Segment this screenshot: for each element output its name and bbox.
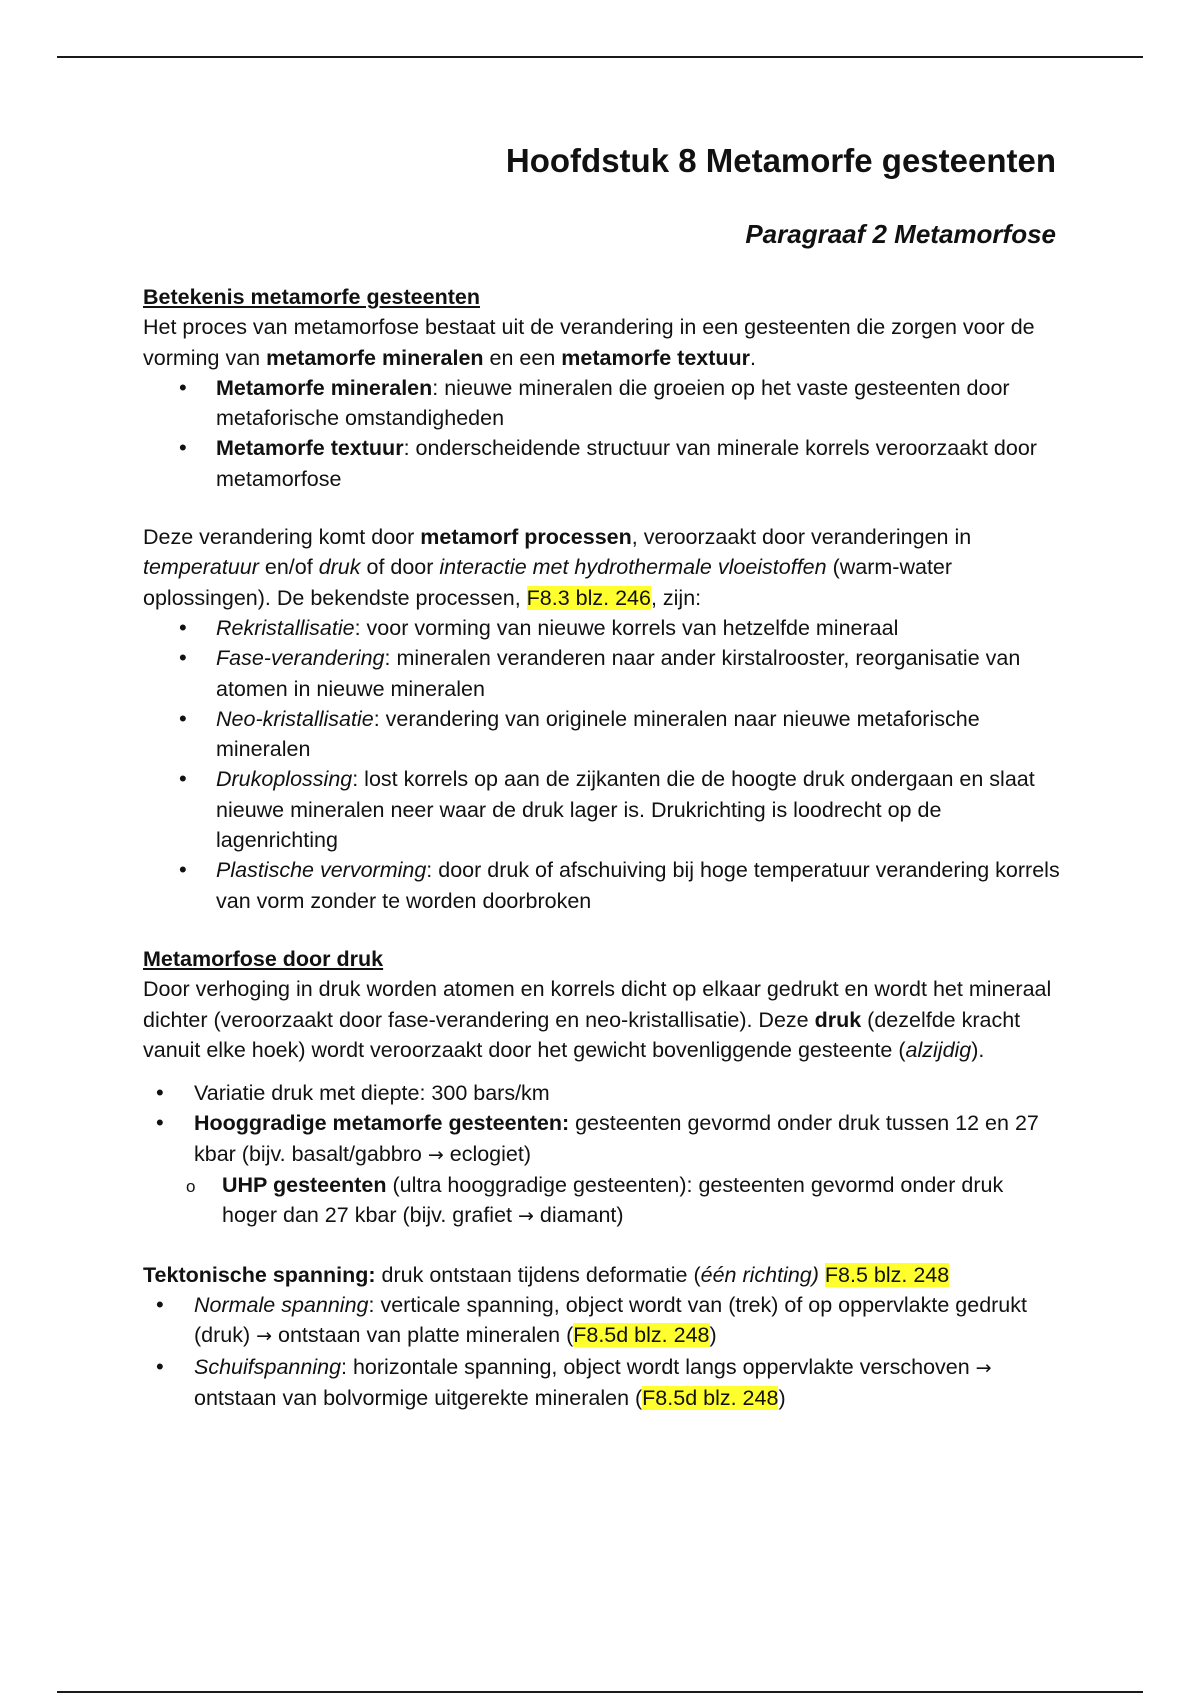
text: en/of bbox=[258, 555, 319, 580]
list-term: Fase-verandering bbox=[216, 646, 385, 671]
list-text: : verticale spanning, object wordt van (trek) of op oppervlakte gedrukt (druk) bbox=[194, 1292, 1027, 1348]
section3-paragraph bbox=[143, 974, 1063, 1065]
text: en een bbox=[483, 345, 562, 370]
text: of door bbox=[360, 555, 440, 580]
list-text: ) bbox=[709, 1323, 717, 1348]
list-term: Metamorfe mineralen bbox=[216, 375, 433, 400]
list-text: diamant) bbox=[533, 1203, 624, 1228]
bold-term: metamorf processen bbox=[420, 525, 632, 550]
stress-list bbox=[143, 1290, 1063, 1413]
list-term: Hooggradige metamorfe gesteenten: bbox=[194, 1111, 570, 1136]
italic-term: druk bbox=[318, 555, 361, 580]
list-text: gesteenten gevormd onder druk tussen 12 en 27 kbar (bijv. basalt/gabbro bbox=[194, 1111, 1039, 1166]
spacer bbox=[143, 1232, 1063, 1260]
sub-list bbox=[143, 1170, 1063, 1232]
list-term: Drukoplossing bbox=[216, 767, 353, 792]
text: , zijn: bbox=[650, 585, 702, 610]
list-text: (ultra hooggradige gesteenten): gesteenten gevormd onder druk hoger dan 27 kbar (bijv. grafiet bbox=[222, 1173, 1004, 1228]
arrow-icon: → bbox=[256, 1325, 273, 1348]
text: . bbox=[750, 345, 757, 370]
italic-term: één richting) bbox=[700, 1262, 819, 1287]
bold-term: metamorfe textuur bbox=[561, 345, 751, 370]
list-item bbox=[143, 1290, 1063, 1352]
text: (warm-water oplossingen). De bekendste processen, bbox=[143, 555, 953, 610]
list-text: : mineralen veranderen naar ander kirstalrooster, reorganisatie van atomen in nieuwe mineralen bbox=[216, 646, 1021, 701]
list-text: ontstaan van bolvormige uitgerekte mineralen ( bbox=[194, 1385, 643, 1410]
highlighted-reference: F8.5 blz. 248 bbox=[824, 1262, 950, 1287]
list-text: : nieuwe mineralen die groeien op het vaste gesteenten door metaforische omstandigheden bbox=[216, 375, 1010, 431]
footer-rule bbox=[57, 1691, 1143, 1693]
header-rule bbox=[57, 56, 1143, 58]
list-text: : verandering van originele mineralen naar nieuwe metaforische mineralen bbox=[216, 706, 980, 762]
text: , veroorzaakt door veranderingen in bbox=[631, 525, 972, 550]
list-term: Rekristallisatie bbox=[216, 615, 355, 640]
arrow-icon: → bbox=[427, 1143, 444, 1166]
list-text: eclogiet) bbox=[443, 1141, 532, 1166]
bold-term: Tektonische spanning: bbox=[143, 1262, 376, 1287]
page-title: Hoofdstuk 8 Metamorfe gesteenten bbox=[505, 142, 1056, 179]
spacer bbox=[143, 916, 1063, 944]
list-item bbox=[143, 643, 1063, 704]
text: Deze verandering komt door bbox=[143, 525, 421, 550]
section2-paragraph bbox=[143, 522, 1063, 613]
list-text: : onderscheidende structuur van minerale korrels veroorzaakt door metamorfose bbox=[216, 436, 1037, 491]
list-item bbox=[143, 764, 1063, 855]
list-text: : door druk of afschuiving bij hoge temperatuur verandering korrels van vorm zonder te worden doorbroken bbox=[216, 858, 1060, 913]
list-text: Variatie druk met diepte: 300 bars/km bbox=[194, 1081, 550, 1106]
highlighted-reference: F8.5d blz. 248 bbox=[573, 1323, 710, 1348]
process-list bbox=[143, 613, 1063, 916]
document-body bbox=[143, 282, 1063, 1413]
sub-list-item bbox=[143, 1170, 1063, 1232]
arrow-icon: → bbox=[975, 1356, 992, 1379]
highlighted-reference: F8.3 blz. 246 bbox=[526, 585, 651, 610]
list-term: Normale spanning bbox=[194, 1292, 369, 1317]
italic-term: alzijdig bbox=[905, 1037, 972, 1062]
section-heading-druk: Metamorfose door druk bbox=[143, 946, 384, 971]
list-text: : voor vorming van nieuwe korrels van hetzelfde mineraal bbox=[354, 615, 899, 640]
spacer bbox=[143, 494, 1063, 522]
highlighted-reference: F8.5d blz. 248 bbox=[642, 1385, 779, 1410]
list-text: ) bbox=[778, 1385, 786, 1410]
italic-term: temperatuur bbox=[143, 555, 259, 580]
list-term: Neo-kristallisatie bbox=[216, 706, 374, 731]
section1-list bbox=[143, 373, 1063, 494]
text: Door verhoging in druk worden atomen en korrels dicht op elkaar gedrukt en wordt het mineraal dichter (veroorzaakt door fase-verandering en neo-kristallisatie). Deze bbox=[143, 977, 1052, 1032]
list-item bbox=[143, 855, 1063, 916]
section1-intro bbox=[143, 312, 1063, 373]
list-term: Metamorfe textuur bbox=[216, 436, 404, 461]
spacer bbox=[143, 1065, 1063, 1078]
text: Het proces van metamorfose bestaat uit de verandering in een gesteenten die zorgen voor de vorming van bbox=[143, 315, 1035, 370]
list-item bbox=[143, 373, 1063, 434]
italic-term: interactie met hydrothermale vloeistoffen bbox=[439, 555, 827, 580]
list-item bbox=[143, 1352, 1063, 1414]
list-text: : horizontale spanning, object wordt langs oppervlakte verschoven bbox=[341, 1354, 976, 1379]
list-term: Plastische vervorming bbox=[216, 858, 427, 883]
text: ). bbox=[971, 1037, 985, 1062]
page-subtitle: Paragraaf 2 Metamorfose bbox=[745, 219, 1056, 249]
list-item bbox=[143, 1108, 1063, 1231]
list-item bbox=[143, 1078, 1063, 1108]
list-item bbox=[143, 704, 1063, 765]
section4-lead bbox=[143, 1260, 1063, 1290]
list-text: : lost korrels op aan de zijkanten die de hoogte druk ondergaan en slaat nieuwe mineralen neer waar de druk lager is. Drukrichting is loodrecht op de lagenrichting bbox=[216, 767, 1035, 853]
list-item bbox=[143, 433, 1063, 494]
text: druk ontstaan tijdens deformatie ( bbox=[375, 1262, 701, 1287]
list-item bbox=[143, 613, 1063, 643]
list-text: ontstaan van platte mineralen ( bbox=[272, 1323, 574, 1348]
bold-term: druk bbox=[814, 1007, 862, 1032]
list-term: Schuifspanning bbox=[194, 1354, 342, 1379]
section-heading-betekenis: Betekenis metamorfe gesteenten bbox=[143, 285, 480, 309]
list-term: UHP gesteenten bbox=[222, 1173, 387, 1198]
pressure-list bbox=[143, 1078, 1063, 1231]
arrow-icon: → bbox=[518, 1205, 534, 1228]
bold-term: metamorfe mineralen bbox=[266, 345, 484, 370]
text: (dezelfde kracht vanuit elke hoek) wordt veroorzaakt door het gewicht bovenliggende gesteente ( bbox=[143, 1007, 1021, 1062]
